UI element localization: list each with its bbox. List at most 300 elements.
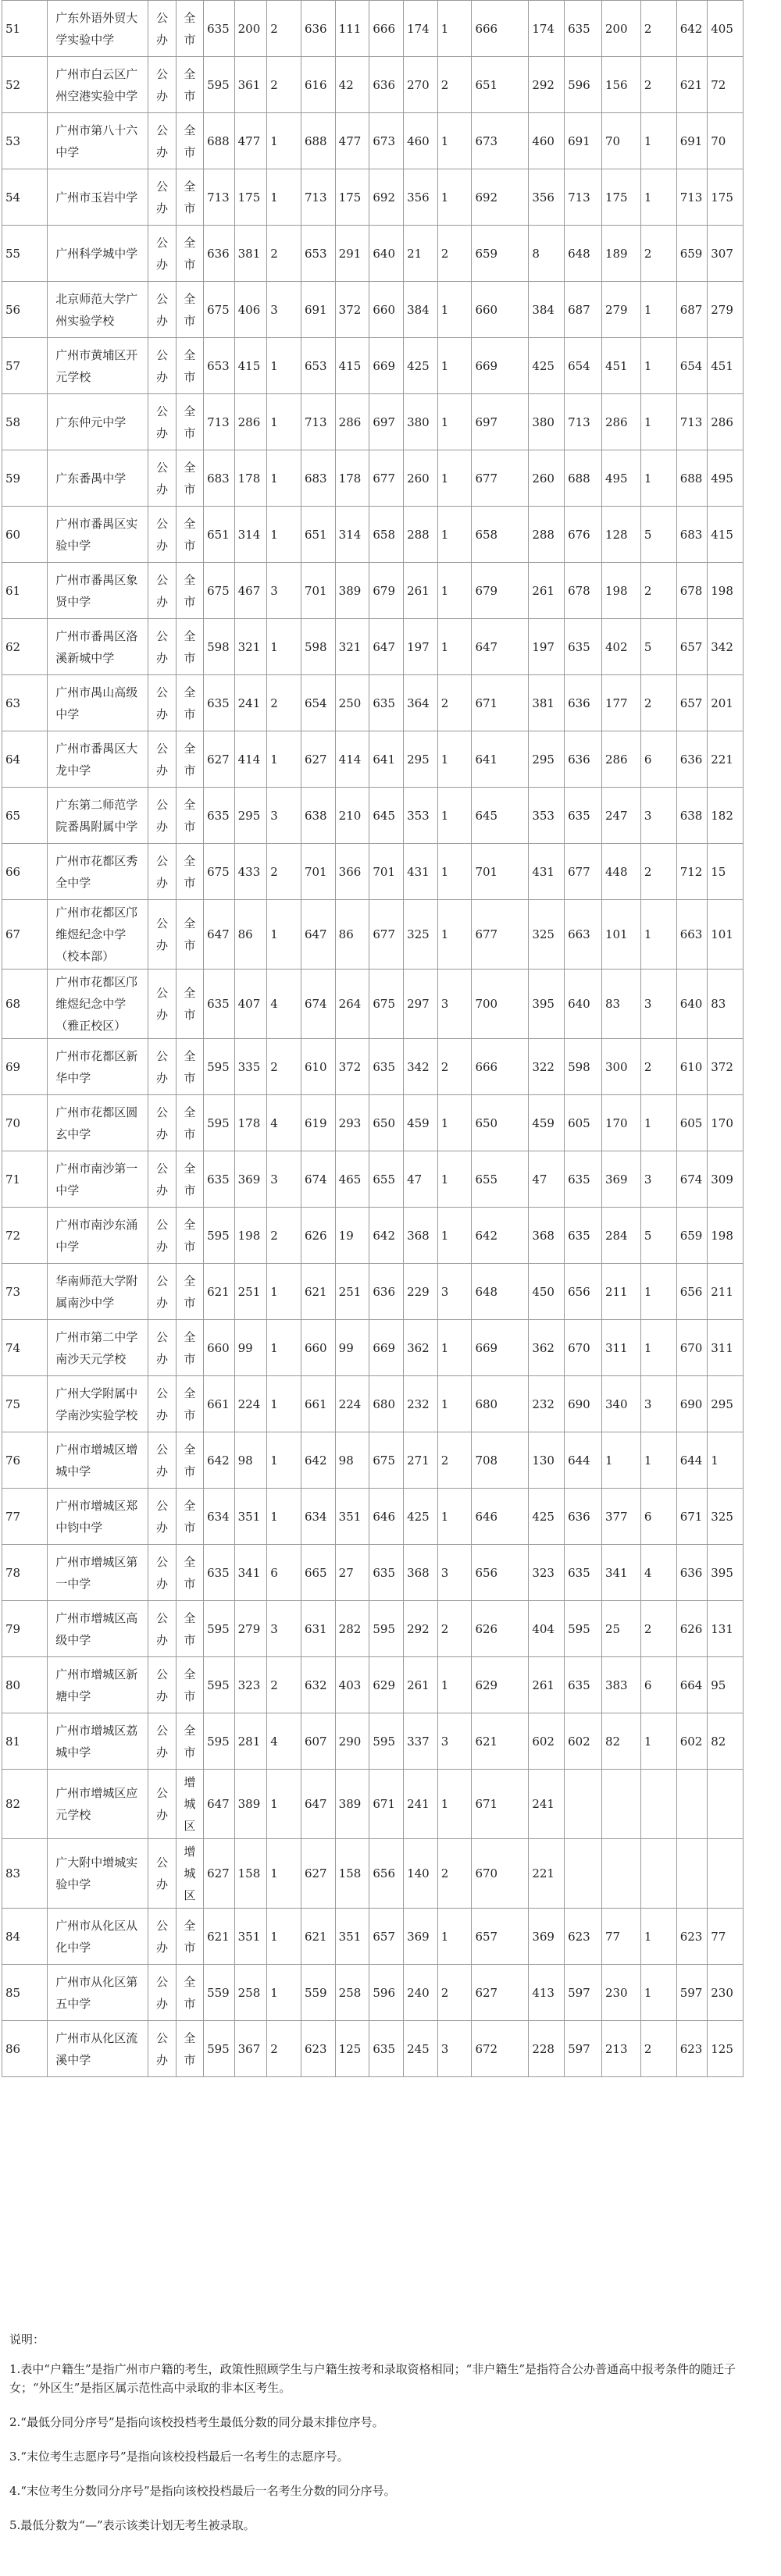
score-cell: 340 xyxy=(601,1376,640,1432)
score-cell: 635 xyxy=(369,675,404,731)
score-cell: 1 xyxy=(437,1151,472,1208)
score-cell: 47 xyxy=(529,1151,565,1208)
score-cell: 595 xyxy=(204,1601,235,1657)
row-number: 63 xyxy=(2,675,48,731)
score-cell: 680 xyxy=(369,1376,404,1432)
score-cell: 131 xyxy=(708,1601,744,1657)
school-name: 广州市从化区从化中学 xyxy=(48,1909,148,1965)
score-cell: 450 xyxy=(529,1264,565,1320)
score-cell xyxy=(708,1770,744,1839)
score-cell: 381 xyxy=(234,226,267,282)
row-number: 59 xyxy=(2,450,48,507)
score-cell: 636 xyxy=(369,57,404,113)
score-cell: 595 xyxy=(565,1601,602,1657)
score-cell: 337 xyxy=(404,1713,438,1770)
score-cell: 677 xyxy=(369,450,404,507)
score-cell: 125 xyxy=(708,2021,744,2077)
score-cell: 644 xyxy=(676,1432,708,1489)
score-cell: 2 xyxy=(267,2021,301,2077)
score-cell: 688 xyxy=(565,450,602,507)
score-cell: 664 xyxy=(676,1657,708,1713)
score-cell: 713 xyxy=(301,169,335,226)
score-cell: 42 xyxy=(335,57,369,113)
enrollment-scope: 全市 xyxy=(176,394,203,450)
row-number: 80 xyxy=(2,1657,48,1713)
school-name: 广州市花都区邝维煜纪念中学（校本部） xyxy=(48,900,148,970)
school-type: 公办 xyxy=(148,1320,176,1376)
score-cell: 198 xyxy=(234,1208,267,1264)
score-cell: 623 xyxy=(676,2021,708,2077)
school-name: 广州市南沙第一中学 xyxy=(48,1151,148,1208)
score-cell: 2 xyxy=(640,1,676,57)
score-cell: 635 xyxy=(565,1545,602,1601)
score-cell: 1 xyxy=(437,1489,472,1545)
score-cell: 670 xyxy=(676,1320,708,1376)
enrollment-scope: 全市 xyxy=(176,1545,203,1601)
score-cell: 645 xyxy=(472,788,529,844)
score-cell: 197 xyxy=(529,619,565,675)
score-cell: 341 xyxy=(601,1545,640,1601)
score-cell: 1 xyxy=(437,450,472,507)
table-row xyxy=(2,450,779,507)
score-cell: 460 xyxy=(404,113,438,169)
score-cell: 670 xyxy=(565,1320,602,1376)
score-cell: 701 xyxy=(301,844,335,900)
table-row xyxy=(2,282,779,338)
school-name: 广州市花都区圆玄中学 xyxy=(48,1095,148,1151)
score-cell: 675 xyxy=(369,970,404,1039)
school-type: 公办 xyxy=(148,675,176,731)
score-cell: 389 xyxy=(234,1770,267,1839)
score-cell: 1 xyxy=(437,788,472,844)
score-cell: 224 xyxy=(234,1376,267,1432)
score-cell: 415 xyxy=(708,507,744,563)
score-cell: 221 xyxy=(708,731,744,788)
score-cell: 321 xyxy=(335,619,369,675)
score-cell: 47 xyxy=(404,1151,438,1208)
score-cell: 2 xyxy=(267,226,301,282)
score-cell: 596 xyxy=(565,57,602,113)
row-number: 76 xyxy=(2,1432,48,1489)
score-cell: 175 xyxy=(708,169,744,226)
score-cell: 245 xyxy=(404,2021,438,2077)
score-cell: 657 xyxy=(369,1909,404,1965)
score-cell: 1 xyxy=(267,1909,301,1965)
enrollment-scope: 全市 xyxy=(176,563,203,619)
score-cell: 657 xyxy=(676,675,708,731)
score-cell: 82 xyxy=(601,1713,640,1770)
table-row xyxy=(2,507,779,563)
score-cell: 595 xyxy=(204,1657,235,1713)
score-cell: 674 xyxy=(676,1151,708,1208)
score-cell: 635 xyxy=(565,1,602,57)
enrollment-scope: 全市 xyxy=(176,1320,203,1376)
score-cell: 2 xyxy=(640,226,676,282)
score-cell: 660 xyxy=(204,1320,235,1376)
score-cell: 595 xyxy=(369,1713,404,1770)
score-cell: 636 xyxy=(301,1,335,57)
row-number: 85 xyxy=(2,1965,48,2021)
school-type: 公办 xyxy=(148,1839,176,1909)
score-cell: 626 xyxy=(676,1601,708,1657)
score-cell: 635 xyxy=(369,1039,404,1095)
score-cell: 1 xyxy=(267,450,301,507)
score-cell: 675 xyxy=(204,844,235,900)
score-cell: 6 xyxy=(267,1545,301,1601)
score-cell: 656 xyxy=(369,1839,404,1909)
score-cell: 264 xyxy=(335,970,369,1039)
school-name: 华南师范大学附属南沙中学 xyxy=(48,1264,148,1320)
table-row xyxy=(2,1713,779,1770)
score-cell: 15 xyxy=(708,844,744,900)
score-cell: 4 xyxy=(267,1095,301,1151)
school-name: 广州大学附属中学南沙实验学校 xyxy=(48,1376,148,1432)
school-name: 广州市增城区应元学校 xyxy=(48,1770,148,1839)
score-cell: 425 xyxy=(404,1489,438,1545)
score-cell: 322 xyxy=(529,1039,565,1095)
score-cell: 1 xyxy=(437,338,472,394)
score-cell: 610 xyxy=(676,1039,708,1095)
score-cell: 1 xyxy=(267,900,301,970)
score-cell: 368 xyxy=(404,1208,438,1264)
score-cell: 638 xyxy=(301,788,335,844)
score-cell: 1 xyxy=(640,169,676,226)
score-cell: 635 xyxy=(204,1,235,57)
score-cell: 3 xyxy=(437,970,472,1039)
score-cell xyxy=(708,1839,744,1909)
score-cell: 1 xyxy=(267,619,301,675)
score-cell: 636 xyxy=(565,731,602,788)
school-type: 公办 xyxy=(148,1489,176,1545)
score-cell: 197 xyxy=(404,619,438,675)
score-cell: 342 xyxy=(708,619,744,675)
score-cell: 477 xyxy=(234,113,267,169)
score-cell: 467 xyxy=(234,563,267,619)
row-number: 67 xyxy=(2,900,48,970)
enrollment-scope: 增城区 xyxy=(176,1770,203,1839)
table-row xyxy=(2,1965,779,2021)
table-row xyxy=(2,1151,779,1208)
score-cell: 295 xyxy=(234,788,267,844)
score-cell: 641 xyxy=(369,731,404,788)
score-cell: 260 xyxy=(404,450,438,507)
score-cell: 279 xyxy=(234,1601,267,1657)
school-name: 广州市花都区秀全中学 xyxy=(48,844,148,900)
row-number: 65 xyxy=(2,788,48,844)
table-row xyxy=(2,675,779,731)
enrollment-scope: 全市 xyxy=(176,788,203,844)
school-type: 公办 xyxy=(148,57,176,113)
enrollment-scope: 全市 xyxy=(176,113,203,169)
score-cell: 627 xyxy=(472,1965,529,2021)
score-cell: 250 xyxy=(335,675,369,731)
score-cell: 623 xyxy=(565,1909,602,1965)
score-cell: 646 xyxy=(472,1489,529,1545)
score-cell: 241 xyxy=(234,675,267,731)
score-cell: 656 xyxy=(676,1264,708,1320)
row-number: 77 xyxy=(2,1489,48,1545)
enrollment-scope: 全市 xyxy=(176,1151,203,1208)
score-cell: 413 xyxy=(529,1965,565,2021)
score-cell: 598 xyxy=(301,619,335,675)
score-cell: 83 xyxy=(601,970,640,1039)
notes-title: 说明： xyxy=(9,2332,45,2347)
score-cell: 669 xyxy=(472,338,529,394)
score-cell: 635 xyxy=(204,675,235,731)
row-number: 86 xyxy=(2,2021,48,2077)
school-name: 广州市增城区新塘中学 xyxy=(48,1657,148,1713)
score-cell: 623 xyxy=(676,1909,708,1965)
score-cell: 638 xyxy=(676,788,708,844)
score-cell: 240 xyxy=(404,1965,438,2021)
score-cell: 414 xyxy=(335,731,369,788)
score-cell: 713 xyxy=(301,394,335,450)
score-cell: 4 xyxy=(267,1713,301,1770)
score-cell: 178 xyxy=(335,450,369,507)
score-cell: 1 xyxy=(437,1320,472,1376)
score-cell: 351 xyxy=(335,1489,369,1545)
score-cell: 663 xyxy=(565,900,602,970)
score-cell: 1 xyxy=(640,282,676,338)
score-cell: 669 xyxy=(369,1320,404,1376)
score-cell: 595 xyxy=(204,57,235,113)
score-cell: 635 xyxy=(369,2021,404,2077)
score-cell: 98 xyxy=(234,1432,267,1489)
table-row xyxy=(2,970,779,1039)
school-type: 公办 xyxy=(148,113,176,169)
score-cell: 314 xyxy=(234,507,267,563)
score-cell: 665 xyxy=(301,1545,335,1601)
score-cell: 384 xyxy=(404,282,438,338)
school-name: 北京师范大学广州实验学校 xyxy=(48,282,148,338)
score-cell: 607 xyxy=(301,1713,335,1770)
enrollment-scope: 全市 xyxy=(176,731,203,788)
score-cell: 175 xyxy=(601,169,640,226)
score-cell: 325 xyxy=(404,900,438,970)
score-cell: 101 xyxy=(708,900,744,970)
score-cell: 362 xyxy=(404,1320,438,1376)
score-cell: 369 xyxy=(234,1151,267,1208)
school-name: 广州市增城区第一中学 xyxy=(48,1545,148,1601)
enrollment-scope: 全市 xyxy=(176,1,203,57)
note-item: 5.最低分数为“—”表示该类计划无考生被录取。 xyxy=(9,2518,255,2532)
row-number: 84 xyxy=(2,1909,48,1965)
score-cell: 627 xyxy=(301,731,335,788)
score-cell: 372 xyxy=(708,1039,744,1095)
score-cell: 21 xyxy=(404,226,438,282)
score-cell: 261 xyxy=(529,1657,565,1713)
score-cell: 2 xyxy=(267,1208,301,1264)
score-cell: 677 xyxy=(369,900,404,970)
score-cell: 111 xyxy=(335,1,369,57)
score-cell: 653 xyxy=(204,338,235,394)
score-cell: 675 xyxy=(369,1432,404,1489)
score-cell: 636 xyxy=(369,1264,404,1320)
score-cell: 683 xyxy=(204,450,235,507)
school-type: 公办 xyxy=(148,1965,176,2021)
school-name: 广东番禺中学 xyxy=(48,450,148,507)
score-cell: 621 xyxy=(204,1909,235,1965)
score-cell: 679 xyxy=(472,563,529,619)
row-number: 78 xyxy=(2,1545,48,1601)
score-cell: 713 xyxy=(565,169,602,226)
table-row xyxy=(2,844,779,900)
enrollment-scope: 全市 xyxy=(176,900,203,970)
score-cell: 99 xyxy=(234,1320,267,1376)
score-cell: 671 xyxy=(676,1489,708,1545)
score-cell: 671 xyxy=(472,675,529,731)
score-cell: 654 xyxy=(676,338,708,394)
score-cell: 2 xyxy=(640,563,676,619)
score-cell: 5 xyxy=(640,1208,676,1264)
score-cell: 311 xyxy=(708,1320,744,1376)
school-name: 广东第二师范学院番禺附属中学 xyxy=(48,788,148,844)
row-number: 79 xyxy=(2,1601,48,1657)
score-cell: 224 xyxy=(335,1376,369,1432)
score-cell: 1 xyxy=(640,1095,676,1151)
score-cell: 610 xyxy=(301,1039,335,1095)
score-cell: 288 xyxy=(404,507,438,563)
score-cell: 241 xyxy=(529,1770,565,1839)
enrollment-scope: 全市 xyxy=(176,1376,203,1432)
score-cell: 602 xyxy=(565,1713,602,1770)
score-cell: 311 xyxy=(601,1320,640,1376)
score-cell: 627 xyxy=(204,1839,235,1909)
score-cell: 1 xyxy=(267,1770,301,1839)
score-cell: 697 xyxy=(472,394,529,450)
score-cell: 130 xyxy=(529,1432,565,1489)
score-cell: 1 xyxy=(437,619,472,675)
score-cell: 377 xyxy=(601,1489,640,1545)
score-cell: 1 xyxy=(640,1965,676,2021)
row-number: 71 xyxy=(2,1151,48,1208)
row-number: 58 xyxy=(2,394,48,450)
score-cell: 210 xyxy=(335,788,369,844)
score-cell: 660 xyxy=(472,282,529,338)
score-cell: 642 xyxy=(369,1208,404,1264)
table-row xyxy=(2,1770,779,1839)
score-cell: 666 xyxy=(472,1,529,57)
score-cell xyxy=(601,1770,640,1839)
score-cell: 82 xyxy=(708,1713,744,1770)
score-cell: 3 xyxy=(267,282,301,338)
score-cell: 1 xyxy=(437,731,472,788)
score-cell: 72 xyxy=(708,57,744,113)
score-cell: 351 xyxy=(234,1909,267,1965)
score-cell: 213 xyxy=(601,2021,640,2077)
score-cell: 6 xyxy=(640,1657,676,1713)
score-cell: 295 xyxy=(529,731,565,788)
score-cell: 646 xyxy=(369,1489,404,1545)
score-cell: 635 xyxy=(565,1657,602,1713)
score-cell: 648 xyxy=(472,1264,529,1320)
school-type: 公办 xyxy=(148,1,176,57)
school-name: 广州市番禺区大龙中学 xyxy=(48,731,148,788)
note-item: 3.“末位考生志愿序号”是指向该校投档最后一名考生的志愿序号。 xyxy=(9,2450,349,2464)
score-cell: 3 xyxy=(267,1151,301,1208)
score-cell: 261 xyxy=(404,563,438,619)
enrollment-scope: 全市 xyxy=(176,338,203,394)
score-cell: 314 xyxy=(335,507,369,563)
score-cell: 5 xyxy=(640,619,676,675)
school-name: 广州市增城区荔城中学 xyxy=(48,1713,148,1770)
score-cell: 640 xyxy=(369,226,404,282)
score-cell: 2 xyxy=(640,57,676,113)
score-cell: 645 xyxy=(369,788,404,844)
score-cell: 656 xyxy=(565,1264,602,1320)
score-cell: 342 xyxy=(404,1039,438,1095)
score-cell: 674 xyxy=(301,970,335,1039)
enrollment-scope: 全市 xyxy=(176,169,203,226)
score-cell: 230 xyxy=(601,1965,640,2021)
score-cell: 321 xyxy=(234,619,267,675)
table-row xyxy=(2,1,779,57)
table-row xyxy=(2,900,779,970)
score-cell: 650 xyxy=(369,1095,404,1151)
score-cell: 3 xyxy=(640,970,676,1039)
score-cell: 1 xyxy=(601,1432,640,1489)
school-type: 公办 xyxy=(148,1151,176,1208)
score-cell: 596 xyxy=(369,1965,404,2021)
score-cell: 1 xyxy=(437,844,472,900)
score-cell: 325 xyxy=(708,1489,744,1545)
score-cell: 1 xyxy=(640,338,676,394)
score-cell: 295 xyxy=(708,1376,744,1432)
school-name: 广州市增城区高级中学 xyxy=(48,1601,148,1657)
score-cell: 642 xyxy=(204,1432,235,1489)
row-number: 83 xyxy=(2,1839,48,1909)
score-cell: 260 xyxy=(529,450,565,507)
score-cell: 232 xyxy=(529,1376,565,1432)
row-number: 61 xyxy=(2,563,48,619)
school-name: 广州科学城中学 xyxy=(48,226,148,282)
school-type: 公办 xyxy=(148,1208,176,1264)
score-cell: 635 xyxy=(565,1208,602,1264)
score-cell: 367 xyxy=(234,2021,267,2077)
score-cell: 636 xyxy=(565,1489,602,1545)
score-cell: 621 xyxy=(472,1713,529,1770)
score-cell: 70 xyxy=(708,113,744,169)
score-cell: 247 xyxy=(601,788,640,844)
enrollment-scope: 全市 xyxy=(176,1601,203,1657)
score-cell: 1 xyxy=(267,507,301,563)
score-cell: 621 xyxy=(676,57,708,113)
score-cell: 101 xyxy=(601,900,640,970)
score-cell: 1 xyxy=(437,1376,472,1432)
table-row xyxy=(2,1657,779,1713)
row-number: 82 xyxy=(2,1770,48,1839)
score-cell: 688 xyxy=(204,113,235,169)
row-number: 55 xyxy=(2,226,48,282)
score-cell: 635 xyxy=(565,619,602,675)
score-cell: 3 xyxy=(437,1545,472,1601)
score-cell: 323 xyxy=(234,1657,267,1713)
score-cell: 688 xyxy=(676,450,708,507)
score-cell: 595 xyxy=(204,1039,235,1095)
row-number: 73 xyxy=(2,1264,48,1320)
score-cell: 353 xyxy=(404,788,438,844)
score-cell: 380 xyxy=(529,394,565,450)
score-cell: 286 xyxy=(234,394,267,450)
score-cell: 175 xyxy=(335,169,369,226)
enrollment-scope: 全市 xyxy=(176,1264,203,1320)
score-cell: 389 xyxy=(335,563,369,619)
score-cell: 655 xyxy=(472,1151,529,1208)
enrollment-scope: 全市 xyxy=(176,1657,203,1713)
score-cell: 2 xyxy=(267,844,301,900)
score-cell: 661 xyxy=(301,1376,335,1432)
enrollment-scope: 增城区 xyxy=(176,1839,203,1909)
